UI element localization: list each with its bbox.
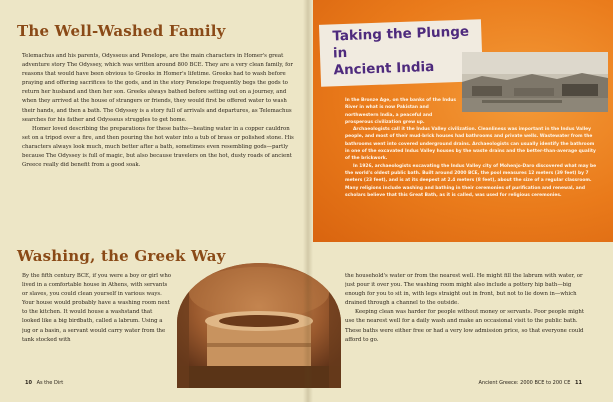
sidebar-intro: In the Bronze Age, on the banks of the Indus River in what is now Pakistan and northwestern India, a peaceful and prosperous civilization grew up.: [345, 98, 456, 125]
section-well-washed-text: [22, 52, 294, 234]
heading-well-washed-family: The Well-Washed Family: [17, 22, 226, 40]
paragraph: Homer loved describing the preparations for these baths—heating water in a copper cauldron set on a tripod over a fire, and then pouring the hot water into a tub of brass or polished stone. His characters always look much, much better after a bath, sometimes even resembling gods—partly because The Odyssey is full of magic, but also because travelers on the hot, dusty roads of ancient Greece really did benefit from a good soak.: [22, 125, 294, 169]
page-number: 10: [25, 380, 32, 386]
running-title: Ancient Greece: 2000 BCE to 200 CE: [478, 380, 571, 386]
running-title: As the Dirt: [36, 380, 64, 386]
bath-photo-illustration: [177, 263, 341, 388]
page-number: 11: [575, 380, 582, 386]
sidebar-body: [345, 97, 597, 199]
sidebar-title-line: Ancient India: [333, 58, 435, 79]
heading-washing-greek-way: Washing, the Greek Way: [17, 247, 226, 265]
footer-right: [479, 380, 585, 386]
paragraph: Telemachus and his parents, Odysseus and Penelope, are the main characters in Homer's great adventure story The Odyssey, which was written around 800 BCE. They are a very clean family, for reasons that would have been obvious to Greeks in Homer's lifetime. Greeks had to wash before praying and offering sacrifices to the gods, and in the story Penelope frequently begs the gods to return her husband and then her son. Greeks always bathed before setting out on a journey, and when they arrived at the house of strangers or friends, they would first be offered water to wash their hands, and then a bath. The Odyssey is a story full of arrivals and departures, as Telemachus searches for his father and Odysseus struggles to get home.: [22, 53, 293, 123]
footer-left: [22, 380, 63, 386]
sidebar-paragraph: Archaeologists call it the Indus Valley civilization. Cleanliness was important in the Indus Valley people, and most of their mud-brick houses had bathrooms and private wells. Wastewater from the bathrooms went into covered underground drains. Archaeologists can usually identify the bathroom in one of the excavated Indus Valley houses by the waste drains and the better-than-average quality of the brickwork.: [345, 127, 596, 162]
greek-bath-photo: [177, 263, 341, 388]
paragraph: By the fifth century BCE, if you were a boy or girl who lived in a comfortable house in Athens, with servants or slaves, you could clean yourself in various ways. Your house would probably have a washing room next to the kitchen. It would house a washstand that looked like a big birdbath, called a labrum. Using a jug or a basin, a servant would carry water from the tank stocked with: [22, 273, 172, 343]
sidebar-title-line: Taking the Plunge in: [332, 23, 470, 62]
section-washing-col2: [345, 272, 585, 376]
sidebar-title: [332, 24, 474, 80]
paragraph: Keeping clean was harder for people without money or servants. Poor people might use the nearest well for a daily wash and make an occasional visit to the public bath. These baths were either free or had a very low admission price, so that everyone could afford to go.: [345, 309, 584, 343]
paragraph: the household's water or from the nearest well. He might fill the labrum with water, or just pour it over you. The washing room might also include a pottery hip bath—big enough for you to sit in, with legs straight out in front, but not to lie down in—which drained through a channel to the outside.: [345, 273, 583, 307]
sidebar-paragraph: In 1926, archaeologists excavating the Indus Valley city of Mohenjo-Daro discovered what may be the world's oldest public bath. Built around 2000 BCE, the pool measures 12 meters (39 feet) by 7 meters (23 feet), and is at its deepest at 2.4 meters (8 feet), about the size of a regular classroom. Many religions include washing and bathing in their ceremonies of purification and renewal, and scholars believe that this Great Bath, as it is called, was used for religious ceremonies.: [345, 163, 597, 198]
book-gutter: [303, 0, 313, 402]
section-washing-col1: [22, 272, 172, 368]
